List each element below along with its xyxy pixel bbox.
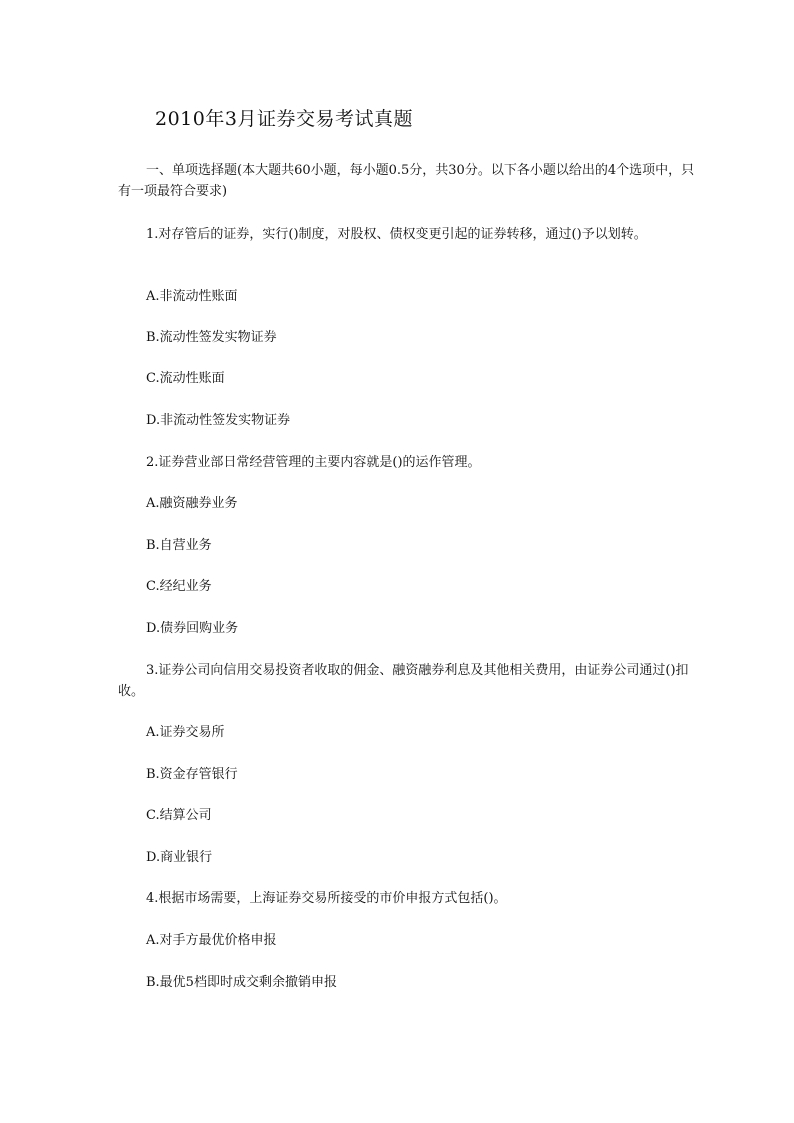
question-2-option-a: A.融资融券业务 (146, 496, 238, 511)
question-3-option-c: C.结算公司 (146, 808, 212, 823)
question-3-option-b: B.资金存管银行 (146, 767, 238, 782)
page-title: 2010年3月证券交易考试真题 (155, 108, 413, 130)
question-2-option-b: B.自营业务 (146, 538, 212, 553)
question-1-option-d: D.非流动性签发实物证券 (146, 413, 291, 428)
question-3-option-a: A.证券交易所 (146, 725, 225, 740)
question-2-text: 2.证券营业部日常经营管理的主要内容就是()的运作管理。 (146, 455, 481, 470)
question-1-option-b: B.流动性签发实物证券 (146, 330, 277, 345)
question-3-option-d: D.商业银行 (146, 850, 213, 865)
question-1-text: 1.对存管后的证券，实行()制度，对股权、债权变更引起的证券转移，通过()予以划转。 (146, 227, 647, 242)
question-1-option-a: A.非流动性账面 (146, 289, 238, 304)
question-3-text: 3.证券公司向信用交易投资者收取的佣金、融资融券利息及其他相关费用，由证券公司通过()扣收。 (118, 663, 689, 699)
question-4-text: 4.根据市场需要，上海证券交易所接受的市价申报方式包括()。 (146, 891, 507, 906)
question-1-option-c: C.流动性账面 (146, 371, 225, 386)
question-4-option-b: B.最优5档即时成交剩余撤销申报 (146, 975, 337, 990)
question-2-option-d: D.债券回购业务 (146, 621, 239, 636)
section-instructions: 一、单项选择题(本大题共60小题，每小题0.5分，共30分。以下各小题以给出的4个选项中，只有一项最符合要求) (118, 163, 695, 199)
question-4-option-a: A.对手方最优价格申报 (146, 933, 277, 948)
question-2-option-c: C.经纪业务 (146, 579, 212, 594)
